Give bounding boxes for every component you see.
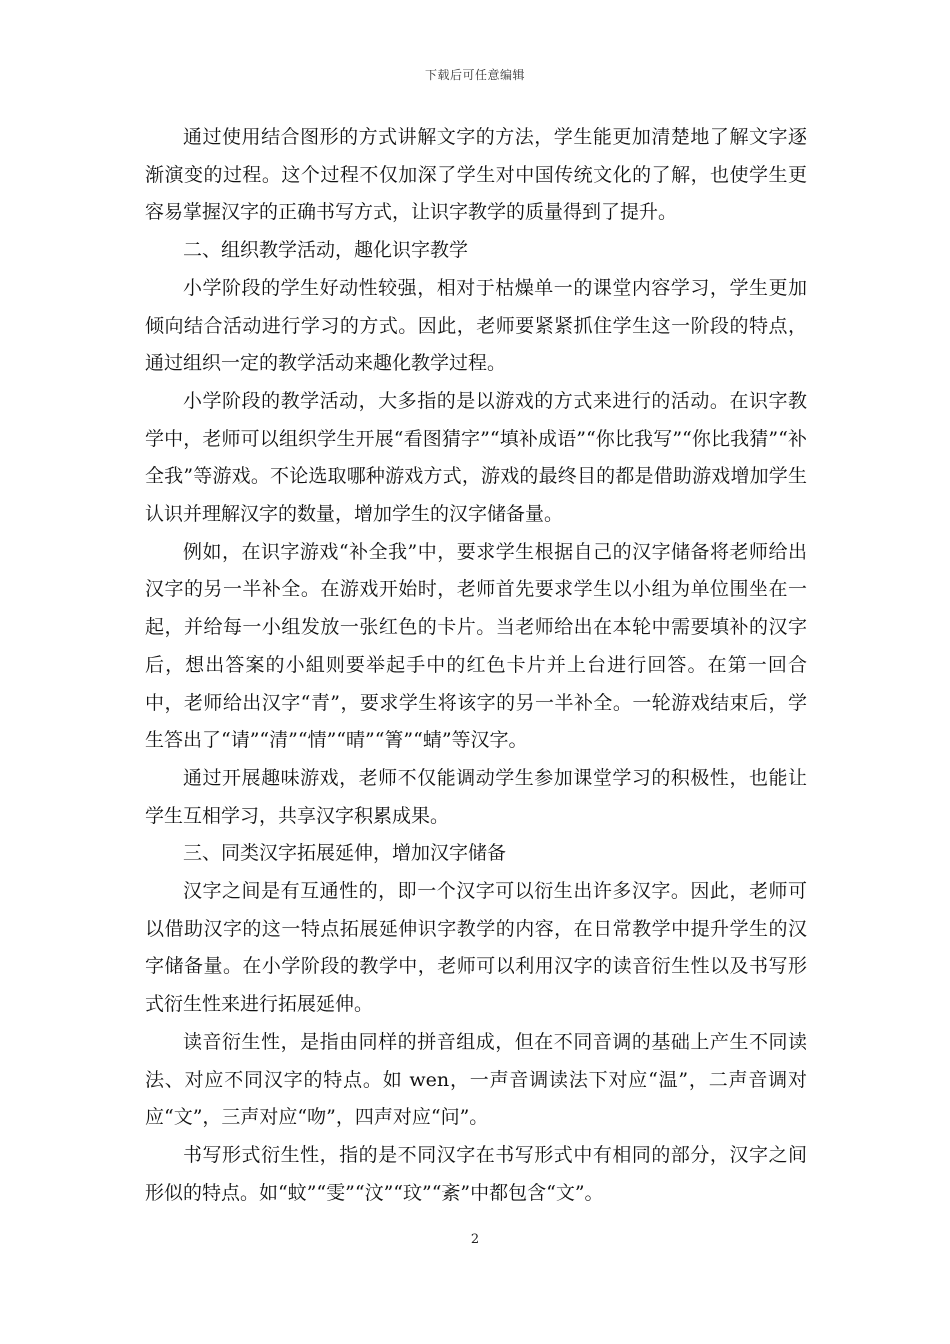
body-paragraph-6: 汉字之间是有互通性的，即一个汉字可以衍生出许多汉字。因此，老师可以借助汉字的这一特点拓展延伸识字教学的内容，在日常教学中提升学生的汉字储备量。在小学阶段的教学中，老师可以利用汉字的读音衍生性以及书写形式衍生性来进行拓展延伸。 [145,880,807,1016]
body-paragraph-7: 读音衍生性，是指由同样的拼音组成，但在不同音调的基础上产生不同读法、对应不同汉字的特点。如 wen，一声音调读法下对应“温”，二声音调对应“文”，三声对应“吻”，四声对应“问”。 [145,1030,807,1129]
body-paragraph-8: 书写形式衍生性，指的是不同汉字在书写形式中有相同的部分，汉字之间形似的特点。如“蚊”“雯”“汶”“玟”“紊”中都包含“文”。 [145,1143,807,1204]
body-paragraph-1: 通过使用结合图形的方式讲解文字的方法，学生能更加清楚地了解文字逐渐演变的过程。这个过程不仅加深了学生对中国传统文化的了解，也使学生更容易掌握汉字的正确书写方式，让识字教学的质量得到了提升。 [145,126,807,224]
body-paragraph-3: 小学阶段的教学活动，大多指的是以游戏的方式来进行的活动。在识字教学中，老师可以组织学生开展“看图猜字”“填补成语”“你比我写”“你比我猜”“补全我”等游戏。不论选取哪种游戏方式，游戏的最终目的都是借助游戏增加学生认识并理解汉字的数量，增加学生的汉字储备量。 [145,389,807,526]
body-paragraph-4: 例如，在识字游戏“补全我”中，要求学生根据自己的汉字储备将老师给出汉字的另一半补全。在游戏开始时，老师首先要求学生以小组为单位围坐在一起，并给每一小组发放一张红色的卡片。当老师给出在本轮中需要填补的汉字后，想出答案的小組则要举起手中的红色卡片并上台进行回答。在第一回合中，老师给出汉字“青”，要求学生将该字的另一半补全。一轮游戏结束后，学生答出了“请”“清”“情”“晴”“箐”“蜻”等汉字。 [145,540,807,752]
body-paragraph-2: 小学阶段的学生好动性较强，相对于枯燥单一的课堂内容学习，学生更加倾向结合活动进行学习的方式。因此，老师要紧紧抓住学生这一阶段的特点，通过组织一定的教学活动来趣化教学过程。 [145,276,807,375]
page-header: 下载后可任意编辑 [424,68,525,82]
page-number: 2 [470,1232,480,1247]
body-paragraph-5: 通过开展趣味游戏，老师不仅能调动学生参加课堂学习的积极性，也能让学生互相学习，共享汉字积累成果。 [145,766,807,827]
document-body [145,119,807,1212]
section-heading-3: 三、同类汉字拓展延伸，增加汉字储备 [183,842,507,865]
section-heading-2: 二、组织教学活动，趣化识字教学 [183,239,469,262]
